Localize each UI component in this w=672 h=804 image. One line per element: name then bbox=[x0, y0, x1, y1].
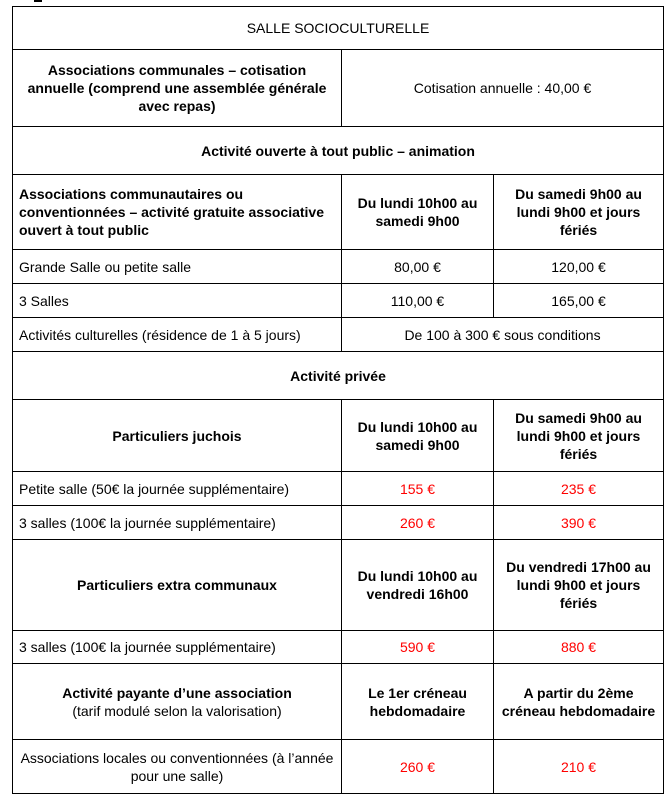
table-row bbox=[13, 250, 664, 284]
public-header-label: Associations communautaires ou conventionnées – activité gratuite associative ouvert à tout public bbox=[13, 175, 342, 250]
cultural-value: De 100 à 300 € sous conditions bbox=[342, 318, 664, 352]
juchois-weekday-header: Du lundi 10h00 au samedi 9h00 bbox=[342, 400, 494, 472]
payante-row bbox=[13, 740, 664, 794]
cultural-row bbox=[13, 318, 664, 352]
table-row bbox=[13, 472, 664, 506]
private-heading-row bbox=[13, 352, 664, 400]
row-weekday-price: 590 € bbox=[342, 631, 494, 664]
extra-label: Particuliers extra communaux bbox=[13, 540, 342, 631]
table-row bbox=[13, 284, 664, 318]
row-label: 3 salles (100€ la journée supplémentaire) bbox=[13, 506, 342, 540]
payante-header-row bbox=[13, 664, 664, 740]
row-label: Petite salle (50€ la journée supplémentaire) bbox=[13, 472, 342, 506]
extra-weekday-header: Du lundi 10h00 au vendredi 16h00 bbox=[342, 540, 494, 631]
table-row bbox=[13, 506, 664, 540]
communales-row bbox=[13, 50, 664, 127]
extra-weekend-header: Du vendredi 17h00 au lundi 9h00 et jours fériés bbox=[494, 540, 664, 631]
juchois-label: Particuliers juchois bbox=[13, 400, 342, 472]
payante-first-price: 260 € bbox=[342, 740, 494, 794]
public-header-weekend: Du samedi 9h00 au lundi 9h00 et jours fériés bbox=[494, 175, 664, 250]
row-weekday-price: 260 € bbox=[342, 506, 494, 540]
public-header-weekday: Du lundi 10h00 au samedi 9h00 bbox=[342, 175, 494, 250]
tariff-table bbox=[12, 6, 664, 794]
payante-label-cell bbox=[13, 664, 342, 740]
row-weekend-price: 880 € bbox=[494, 631, 664, 664]
row-label: 3 salles (100€ la journée supplémentaire) bbox=[13, 631, 342, 664]
row-label: Grande Salle ou petite salle bbox=[13, 250, 342, 284]
juchois-header-row bbox=[13, 400, 664, 472]
payante-sublabel: (tarif modulé selon la valorisation) bbox=[72, 702, 282, 719]
juchois-weekend-header: Du samedi 9h00 au lundi 9h00 et jours fériés bbox=[494, 400, 664, 472]
payante-next-header: A partir du 2ème créneau hebdomadaire bbox=[494, 664, 664, 740]
row-weekday-price: 110,00 € bbox=[342, 284, 494, 318]
top-edge-mark bbox=[34, 0, 42, 2]
public-heading: Activité ouverte à tout public – animation bbox=[13, 127, 664, 175]
row-weekday-price: 155 € bbox=[342, 472, 494, 506]
payante-label: Activité payante d’une association bbox=[62, 684, 292, 701]
row-weekday-price: 80,00 € bbox=[342, 250, 494, 284]
payante-first-header: Le 1er créneau hebdomadaire bbox=[342, 664, 494, 740]
row-weekend-price: 165,00 € bbox=[494, 284, 664, 318]
table-row bbox=[13, 631, 664, 664]
payante-next-price: 210 € bbox=[494, 740, 664, 794]
payante-row-label: Associations locales ou conventionnées (à l’année pour une salle) bbox=[13, 740, 342, 794]
private-heading: Activité privée bbox=[13, 352, 664, 400]
row-weekend-price: 120,00 € bbox=[494, 250, 664, 284]
cultural-label: Activités culturelles (résidence de 1 à 5 jours) bbox=[13, 318, 342, 352]
communales-value: Cotisation annuelle : 40,00 € bbox=[342, 50, 664, 127]
public-heading-row bbox=[13, 127, 664, 175]
table-title: SALLE SOCIOCULTURELLE bbox=[13, 7, 664, 50]
communales-label: Associations communales – cotisation annuelle (comprend une assemblée générale avec repas) bbox=[13, 50, 342, 127]
row-weekend-price: 235 € bbox=[494, 472, 664, 506]
public-header-row bbox=[13, 175, 664, 250]
row-weekend-price: 390 € bbox=[494, 506, 664, 540]
title-row bbox=[13, 7, 664, 50]
row-label: 3 Salles bbox=[13, 284, 342, 318]
extra-header-row bbox=[13, 540, 664, 631]
